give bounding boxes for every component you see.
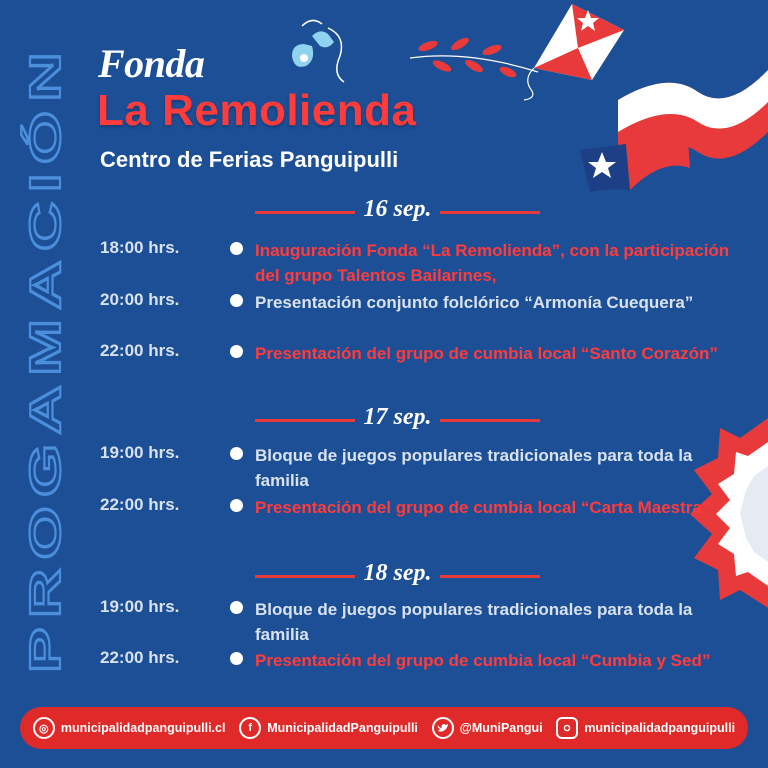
event-description: Presentación del grupo de cumbia local “Santo Corazón”: [255, 344, 718, 363]
twitter-text: @MuniPangui: [459, 721, 543, 735]
web-icon: ◎: [33, 717, 55, 739]
website-link[interactable]: [33, 717, 226, 739]
event-title: La Remolienda: [97, 86, 417, 135]
event-description: Presentación del grupo de cumbia local “Cumbia y Sed”: [255, 651, 711, 670]
event-time: 22:00 hrs.: [100, 648, 180, 667]
mitten-decoration-icon: [282, 16, 354, 86]
day-divider-right: [440, 575, 540, 578]
bullet-icon: [230, 294, 243, 307]
event-description: Bloque de juegos populares tradicionales para toda la familia: [255, 446, 693, 490]
instagram-text: municipalidadpanguipulli: [584, 721, 736, 735]
event-description: Presentación conjunto folclórico “Armonía Cuequera”: [255, 293, 694, 312]
facebook-link[interactable]: [239, 717, 418, 739]
day-divider-right: [440, 211, 540, 214]
bullet-icon: [230, 447, 243, 460]
side-title: [12, 38, 72, 678]
side-title-text: PROGAMACIÓN: [21, 267, 70, 673]
facebook-icon: f: [239, 717, 261, 739]
event-time: 22:00 hrs.: [100, 341, 180, 360]
day-divider-right: [440, 419, 540, 422]
bullet-icon: [230, 345, 243, 358]
day-header-16: [255, 196, 540, 226]
event-time: 18:00 hrs.: [100, 238, 180, 257]
bullet-icon: [230, 652, 243, 665]
facebook-text: MunicipalidadPanguipulli: [267, 721, 418, 735]
bullet-icon: [230, 242, 243, 255]
fonda-label: Fonda: [98, 41, 205, 86]
event-description: Presentación del grupo de cumbia local “Carta Maestra”: [255, 498, 711, 517]
twitter-icon: [432, 717, 454, 739]
bullet-icon: [230, 601, 243, 614]
website-text: municipalidadpanguipulli.cl: [60, 721, 226, 735]
venue-subtitle: Centro de Ferias Panguipulli: [100, 147, 399, 172]
event-description: Bloque de juegos populares tradicionales para toda la familia: [255, 600, 693, 644]
event-time: 20:00 hrs.: [100, 290, 180, 309]
day-label: 17 sep.: [363, 404, 432, 430]
day-header-17: [255, 404, 540, 434]
bullet-icon: [230, 499, 243, 512]
day-label: 16 sep.: [363, 196, 432, 222]
chile-flag-icon: [578, 40, 768, 200]
social-footer: [20, 707, 748, 749]
event-time: 19:00 hrs.: [100, 597, 180, 616]
event-time: 19:00 hrs.: [100, 443, 180, 462]
day-header-18: [255, 560, 540, 590]
instagram-icon: [556, 717, 578, 739]
event-time: 22:00 hrs.: [100, 495, 180, 514]
day-label: 18 sep.: [363, 560, 432, 586]
instagram-link[interactable]: [556, 717, 735, 739]
event-description: Inauguración Fonda “La Remolienda”, con la participación del grupo Talentos Bailarines,: [255, 241, 730, 285]
twitter-link[interactable]: [432, 717, 543, 739]
